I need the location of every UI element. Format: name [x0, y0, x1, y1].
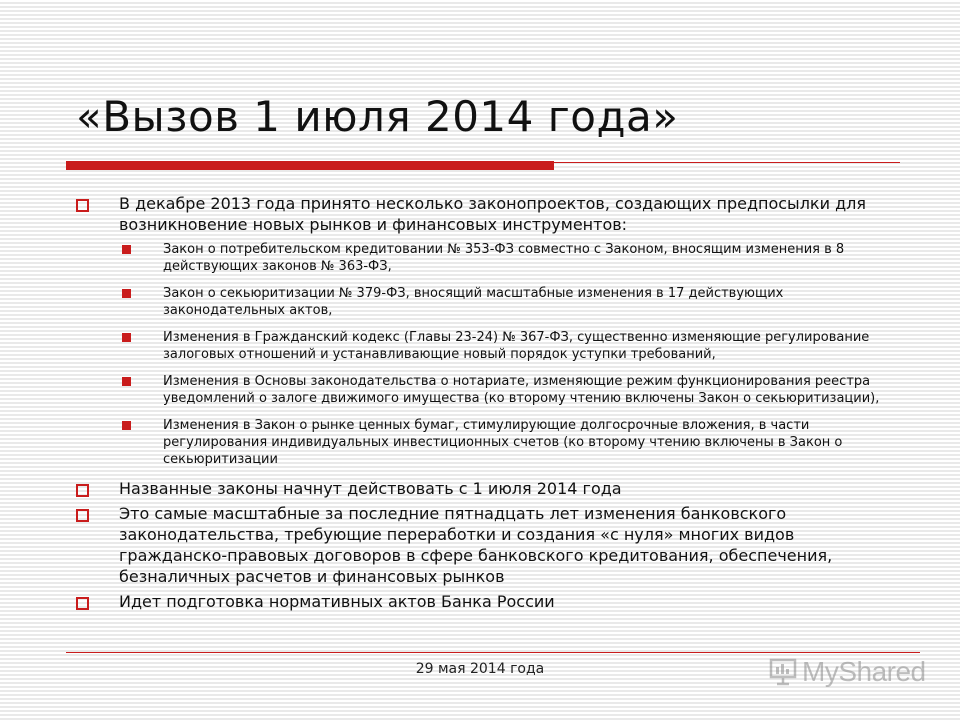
hollow-square-bullet-icon	[76, 484, 89, 497]
bullet-1-sublist	[76, 241, 902, 468]
sub-bullet-4	[76, 373, 902, 407]
sub-bullet-3	[76, 329, 902, 363]
watermark	[768, 656, 926, 688]
hollow-square-bullet-icon	[76, 509, 89, 522]
sub-bullet-5-text: Изменения в Закон о рынке ценных бумаг, стимулирующие долгосрочные вложения, в части регулирования индивидуальных инвестиционных счетов (ко второму чтению включены в Закон о секьюритизации	[163, 418, 843, 467]
bullet-3-text: Это самые масштабные за последние пятнадцать лет изменения банковского законодательства, требующие переработки и создания «с нуля» многих видов гражданско-правовых договоров в сфере банковского кредитования, обеспечения, безналичных расчетов и финансовых рынков	[119, 504, 833, 586]
sub-bullet-2-text: Закон о секьюритизации № 379-ФЗ, вносящий масштабные изменения в 17 действующих законодательных актов,	[163, 286, 784, 318]
bullet-1	[76, 193, 902, 235]
hollow-square-bullet-icon	[76, 597, 89, 610]
solid-square-bullet-icon	[122, 289, 131, 298]
sub-bullet-5	[76, 417, 902, 468]
sub-bullet-1-text: Закон о потребительском кредитовании № 353-ФЗ совместно с Законом, вносящим изменения в 8 действующих законов № 363-ФЗ,	[163, 242, 845, 274]
solid-square-bullet-icon	[122, 333, 131, 342]
bullet-2	[76, 478, 902, 499]
sub-bullet-4-text: Изменения в Основы законодательства о нотариате, изменяющие режим функционирования реестра уведомлений о залоге движимого имущества (ко второму чтению включены Закон о секьюритизации),	[163, 374, 880, 406]
slide-title: «Вызов 1 июля 2014 года»	[76, 92, 679, 141]
hollow-square-bullet-icon	[76, 199, 89, 212]
title-underline	[66, 162, 900, 163]
solid-square-bullet-icon	[122, 421, 131, 430]
footer-date: 29 мая 2014 года	[415, 661, 545, 677]
presentation-board-icon	[768, 657, 798, 687]
sub-bullet-2	[76, 285, 902, 319]
solid-square-bullet-icon	[122, 377, 131, 386]
slide-body	[76, 193, 902, 616]
sub-bullet-3-text: Изменения в Гражданский кодекс (Главы 23-24) № 367-ФЗ, существенно изменяющие регулирование залоговых отношений и устанавливающие новый порядок уступки требований,	[163, 330, 870, 362]
watermark-text: MyShared	[802, 656, 926, 687]
bullet-4-text: Идет подготовка нормативных актов Банка России	[119, 592, 555, 611]
bullet-1-text: В декабре 2013 года принято несколько законопроектов, создающих предпосылки для возникновение новых рынков и финансовых инструментов:	[119, 194, 866, 234]
bullet-2-text: Названные законы начнут действовать с 1 июля 2014 года	[119, 479, 622, 498]
sub-bullet-1	[76, 241, 902, 275]
footer-rule	[66, 652, 920, 653]
bullet-4	[76, 591, 902, 612]
solid-square-bullet-icon	[122, 245, 131, 254]
bullet-3	[76, 503, 902, 587]
